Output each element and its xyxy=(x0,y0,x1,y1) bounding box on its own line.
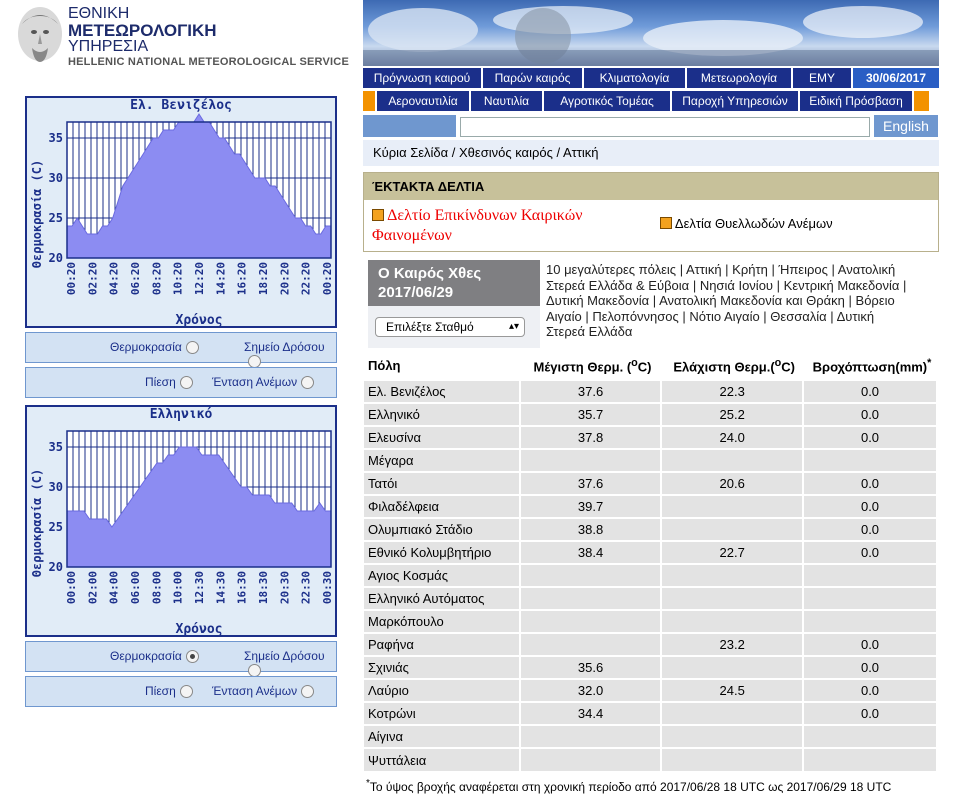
cell-city: Φιλαδέλφεια xyxy=(364,495,520,518)
table-row xyxy=(364,380,937,403)
cell-min-temp: 25.2 xyxy=(661,403,803,426)
x-tick-label: 10:00 xyxy=(171,571,185,605)
alert-arrow-icon xyxy=(372,209,384,221)
cell-city: Ελ. Βενιζέλος xyxy=(364,380,520,403)
x-tick-label: 04:20 xyxy=(107,262,121,296)
x-tick-label: 10:20 xyxy=(171,262,185,296)
cell-min-temp xyxy=(661,656,803,679)
cell-min-temp: 22.7 xyxy=(661,541,803,564)
cell-city: Ραφήνα xyxy=(364,633,520,656)
x-tick-label: 16:20 xyxy=(235,262,249,296)
cell-max-temp: 37.8 xyxy=(520,426,662,449)
nav-emy[interactable]: ΕΜΥ xyxy=(793,68,853,88)
alert-gale-warnings-link[interactable] xyxy=(660,216,833,231)
cell-min-temp xyxy=(661,564,803,587)
cell-rainfall: 0.0 xyxy=(803,656,937,679)
x-tick-label: 18:20 xyxy=(257,262,270,296)
cell-city: Ολυμπιακό Στάδιο xyxy=(364,518,520,541)
region-link[interactable]: Νησιά Ιονίου xyxy=(699,277,774,293)
temperature-chart-svg xyxy=(27,98,335,326)
y-tick-label: 20 xyxy=(48,560,63,574)
cell-rainfall: 0.0 xyxy=(803,403,937,426)
current-date: 30/06/2017 xyxy=(853,68,939,88)
nav-aeronautics[interactable]: Αεροναυτιλία xyxy=(377,91,471,111)
nav-services[interactable]: Παροχή Υπηρεσιών xyxy=(672,91,800,111)
x-tick-label: 14:20 xyxy=(214,262,228,296)
table-row xyxy=(364,426,937,449)
logo-head-icon xyxy=(12,4,68,66)
region-link[interactable]: Ήπειρος xyxy=(778,262,828,277)
region-link[interactable]: Αττική xyxy=(685,262,722,277)
header-banner xyxy=(363,0,939,66)
col-rainfall: Βροχόπτωση(mm)* xyxy=(803,352,937,380)
alert-hazardous-weather-label: Δελτίο Επικίνδυνων Καιρικών Φαινομένων xyxy=(372,207,583,244)
station-select[interactable] xyxy=(375,317,525,337)
cell-rainfall: 0.0 xyxy=(803,426,937,449)
x-tick-label: 06:00 xyxy=(129,571,142,605)
table-header-row xyxy=(364,352,937,380)
table-row xyxy=(364,633,937,656)
region-link[interactable]: Νότιο Αιγαίο xyxy=(689,308,760,324)
option-pressure[interactable]: Πίεση xyxy=(145,684,193,698)
cell-max-temp: 37.6 xyxy=(520,472,662,495)
cell-rainfall xyxy=(803,564,937,587)
cell-min-temp xyxy=(661,610,803,633)
logo-line-1: ΕΘΝΙΚΗ xyxy=(68,5,130,22)
option-dewpoint[interactable]: Σημείο Δρόσου xyxy=(244,649,336,677)
x-tick-label: 20:30 xyxy=(278,571,292,605)
cell-min-temp xyxy=(661,748,803,771)
cell-city: Σχινιάς xyxy=(364,656,520,679)
x-tick-label: 00:20 xyxy=(65,262,78,296)
cell-max-temp xyxy=(520,610,662,633)
alert-hazardous-weather-link[interactable] xyxy=(372,206,642,246)
english-button[interactable]: English xyxy=(874,115,938,137)
alerts-panel xyxy=(363,172,939,252)
table-body xyxy=(364,380,937,771)
cell-city: Ελληνικό Αυτόματος xyxy=(364,587,520,610)
weather-yesterday-title: Ο Καιρός Χθες 2017/06/29 xyxy=(368,260,540,306)
logo-line-2: ΜΕΤΕΩΡΟΛΟΓΙΚΗ xyxy=(68,21,217,40)
cell-min-temp xyxy=(661,518,803,541)
nav-climatology[interactable]: Κλιματολογία xyxy=(584,68,687,88)
region-list: | Αττική | Κρήτη | Ήπειρος | Ανατολική Στερεά Ελλάδα & Εύβοια | Νησιά Ιονίου | Κεντρική Μακεδονία | Δυτική Μακεδονία | Ανατολική Μακεδονία και Θράκη | Βόρειο Αιγαίο | Πελοπόννησος | Νότιο Αιγαίο | Θεσσαλία | Δυτική Στερεά Ελλάδα xyxy=(546,262,907,339)
nav-agriculture[interactable]: Αγροτικός Τομέας xyxy=(544,91,672,111)
station-select-value: Επιλέξτε Σταθμό xyxy=(386,320,474,334)
cell-max-temp xyxy=(520,633,662,656)
x-tick-label: 06:20 xyxy=(129,262,142,296)
cell-max-temp: 39.7 xyxy=(520,495,662,518)
search-bar-accent xyxy=(363,115,456,137)
logo-line-4: HELLENIC NATIONAL METEOROLOGICAL SERVICE xyxy=(68,56,349,68)
search-bar xyxy=(363,115,939,137)
y-tick-label: 30 xyxy=(48,171,63,185)
x-tick-label: 00:30 xyxy=(321,571,334,605)
option-wind[interactable]: Ένταση Ανέμων xyxy=(212,375,314,389)
cell-city: Εθνικό Κολυμβητήριο xyxy=(364,541,520,564)
chart-elliniko xyxy=(25,405,337,637)
cell-min-temp: 24.0 xyxy=(661,426,803,449)
x-tick-label: 08:00 xyxy=(150,571,164,605)
x-tick-label: 18:30 xyxy=(257,571,270,605)
nav-accent-left xyxy=(363,91,377,111)
cell-min-temp xyxy=(661,449,803,472)
cell-rainfall xyxy=(803,449,937,472)
table-row xyxy=(364,610,937,633)
radio-pressure-icon[interactable] xyxy=(180,685,193,698)
cell-min-temp: 24.5 xyxy=(661,679,803,702)
x-tick-label: 20:20 xyxy=(278,262,292,296)
table-row xyxy=(364,725,937,748)
cell-max-temp xyxy=(520,564,662,587)
y-tick-label: 25 xyxy=(48,211,63,225)
table-row xyxy=(364,449,937,472)
cell-rainfall xyxy=(803,610,937,633)
x-tick-label: 08:20 xyxy=(150,262,164,296)
option-temperature[interactable]: Θερμοκρασία xyxy=(110,649,199,663)
region-link[interactable]: Κρήτη xyxy=(732,262,768,277)
chart-controls-2a xyxy=(25,641,337,672)
nav-current-weather[interactable]: Παρών καιρός xyxy=(483,68,584,88)
cell-max-temp xyxy=(520,748,662,771)
table-row xyxy=(364,541,937,564)
cell-city: Αίγινα xyxy=(364,725,520,748)
option-dewpoint[interactable]: Σημείο Δρόσου xyxy=(244,340,336,368)
radio-wind-icon[interactable] xyxy=(301,685,314,698)
temperature-table xyxy=(364,352,938,771)
cell-city: Ελευσίνα xyxy=(364,426,520,449)
cell-rainfall: 0.0 xyxy=(803,541,937,564)
nav-accent-right xyxy=(914,91,929,111)
col-city: Πόλη xyxy=(364,352,520,380)
chart-controls-1a xyxy=(25,332,337,363)
x-tick-label: 02:20 xyxy=(86,262,100,296)
x-tick-label: 12:30 xyxy=(193,571,206,605)
table-row xyxy=(364,587,937,610)
chart-title: Ελ. Βενιζέλος xyxy=(130,98,232,113)
cell-min-temp xyxy=(661,495,803,518)
cell-rainfall: 0.0 xyxy=(803,495,937,518)
table-row xyxy=(364,702,937,725)
col-max-temp: Μέγιστη Θερμ. ($^o$C) xyxy=(520,352,662,380)
region-links xyxy=(546,262,916,340)
alert-gale-warnings-label: Δελτία Θυελλωδών Ανέμων xyxy=(674,216,833,231)
alerts-header: ΈΚΤΑΚΤΑ ΔΕΛΤΙΑ xyxy=(364,173,938,200)
chart-controls-1b xyxy=(25,367,337,398)
cell-rainfall: 0.0 xyxy=(803,679,937,702)
main-nav xyxy=(363,68,939,88)
nav-navigation[interactable]: Ναυτιλία xyxy=(471,91,544,111)
cell-rainfall: 0.0 xyxy=(803,633,937,656)
temperature-chart-svg xyxy=(27,407,335,635)
cell-min-temp xyxy=(661,725,803,748)
region-links-lead: 10 μεγαλύτερες πόλεις xyxy=(546,262,677,277)
cell-min-temp: 22.3 xyxy=(661,380,803,403)
table-row xyxy=(364,518,937,541)
radio-wind-icon[interactable] xyxy=(301,376,314,389)
col-min-temp: Ελάχιστη Θερμ.($^o$C) xyxy=(661,352,803,380)
weather-yesterday-box xyxy=(368,260,540,348)
table-row xyxy=(364,403,937,426)
x-tick-label: 00:20 xyxy=(321,262,334,296)
cell-rainfall: 0.0 xyxy=(803,518,937,541)
radio-temperature-icon[interactable] xyxy=(186,341,199,354)
cell-city: Μέγαρα xyxy=(364,449,520,472)
region-link[interactable]: Ανατολική Μακεδονία και Θράκη xyxy=(659,293,845,308)
cell-max-temp: 38.4 xyxy=(520,541,662,564)
option-temperature[interactable]: Θερμοκρασία xyxy=(110,340,199,354)
region-link[interactable]: Βόρειο Αιγαίο xyxy=(546,293,895,324)
cell-max-temp xyxy=(520,449,662,472)
radio-pressure-icon[interactable] xyxy=(180,376,193,389)
region-link[interactable]: Δυτική Μακεδονία xyxy=(546,293,650,308)
x-tick-label: 04:00 xyxy=(107,571,121,605)
cell-city: Μαρκόπουλο xyxy=(364,610,520,633)
region-link[interactable]: Πελοπόννησος xyxy=(592,308,679,324)
cell-max-temp: 35.7 xyxy=(520,403,662,426)
region-link[interactable]: Δυτική Στερεά Ελλάδα xyxy=(546,308,875,339)
radio-temperature-selected-icon[interactable] xyxy=(186,650,199,663)
select-arrows-icon: ▴▾ xyxy=(508,321,519,332)
breadcrumb[interactable]: Κύρια Σελίδα / Χθεσινός καιρός / Αττική xyxy=(363,140,939,166)
cell-max-temp: 32.0 xyxy=(520,679,662,702)
cell-rainfall xyxy=(803,725,937,748)
cell-city: Αγιος Κοσμάς xyxy=(364,564,520,587)
cell-max-temp: 34.4 xyxy=(520,702,662,725)
chart-title: Ελληνικό xyxy=(149,407,213,422)
cell-rainfall: 0.0 xyxy=(803,702,937,725)
cell-city: Ψυττάλεια xyxy=(364,748,520,771)
table-row xyxy=(364,564,937,587)
cell-city: Κοτρώνι xyxy=(364,702,520,725)
cell-rainfall: 0.0 xyxy=(803,380,937,403)
region-link[interactable]: Θεσσαλία xyxy=(770,308,827,324)
x-axis-label: Χρόνος xyxy=(175,313,223,326)
search-input[interactable] xyxy=(460,117,870,137)
y-tick-label: 25 xyxy=(48,520,63,534)
nav-meteorology[interactable]: Μετεωρολογία xyxy=(687,68,793,88)
y-tick-label: 30 xyxy=(48,480,63,494)
y-axis-label: Θερμοκρασία (C) xyxy=(30,468,44,578)
x-tick-label: 00:00 xyxy=(65,571,78,605)
cell-city: Λαύριο xyxy=(364,679,520,702)
cell-min-temp: 20.6 xyxy=(661,472,803,495)
rainfall-footnote: *Το ύψος βροχής αναφέρεται στη χρονική περίοδο από 2017/06/28 18 UTC ως 2017/06/29 18 UTC xyxy=(366,778,892,794)
cell-city: Ελληνικό xyxy=(364,403,520,426)
x-tick-label: 22:20 xyxy=(299,262,313,296)
cell-city: Τατόι xyxy=(364,472,520,495)
hnms-logo[interactable] xyxy=(8,4,353,66)
region-link[interactable]: Ανατολική Στερεά Ελλάδα & Εύβοια xyxy=(546,262,896,293)
table-row xyxy=(364,472,937,495)
y-tick-label: 35 xyxy=(48,131,63,145)
table-row xyxy=(364,656,937,679)
x-tick-label: 16:30 xyxy=(235,571,249,605)
x-tick-label: 12:20 xyxy=(193,262,206,296)
region-link[interactable]: Κεντρική Μακεδονία xyxy=(783,277,900,293)
x-tick-label: 02:00 xyxy=(86,571,100,605)
nav-forecast[interactable]: Πρόγνωση καιρού xyxy=(363,68,483,88)
chart-controls-2b xyxy=(25,676,337,707)
cell-max-temp xyxy=(520,725,662,748)
option-pressure[interactable]: Πίεση xyxy=(145,375,193,389)
banner-image xyxy=(363,0,939,66)
cell-min-temp xyxy=(661,702,803,725)
y-tick-label: 35 xyxy=(48,440,63,454)
nav-special-access[interactable]: Ειδική Πρόσβαση xyxy=(800,91,914,111)
option-wind[interactable]: Ένταση Ανέμων xyxy=(212,684,314,698)
table-row xyxy=(364,679,937,702)
cell-min-temp: 23.2 xyxy=(661,633,803,656)
logo-line-3: ΥΠΗΡΕΣΙΑ xyxy=(68,38,149,55)
cell-min-temp xyxy=(661,587,803,610)
cell-rainfall xyxy=(803,587,937,610)
cell-rainfall: 0.0 xyxy=(803,472,937,495)
x-tick-label: 22:30 xyxy=(299,571,313,605)
table-row xyxy=(364,495,937,518)
temperature-table-wrap xyxy=(364,352,938,771)
cell-max-temp: 35.6 xyxy=(520,656,662,679)
cell-rainfall xyxy=(803,748,937,771)
table-row xyxy=(364,748,937,771)
chart-venizelos xyxy=(25,96,337,328)
secondary-nav xyxy=(363,91,929,111)
y-tick-label: 20 xyxy=(48,251,63,265)
alert-arrow-icon xyxy=(660,217,672,229)
x-axis-label: Χρόνος xyxy=(175,622,223,635)
y-axis-label: Θερμοκρασία (C) xyxy=(30,159,44,269)
cell-max-temp xyxy=(520,587,662,610)
x-tick-label: 14:30 xyxy=(214,571,228,605)
cell-max-temp: 38.8 xyxy=(520,518,662,541)
cell-max-temp: 37.6 xyxy=(520,380,662,403)
